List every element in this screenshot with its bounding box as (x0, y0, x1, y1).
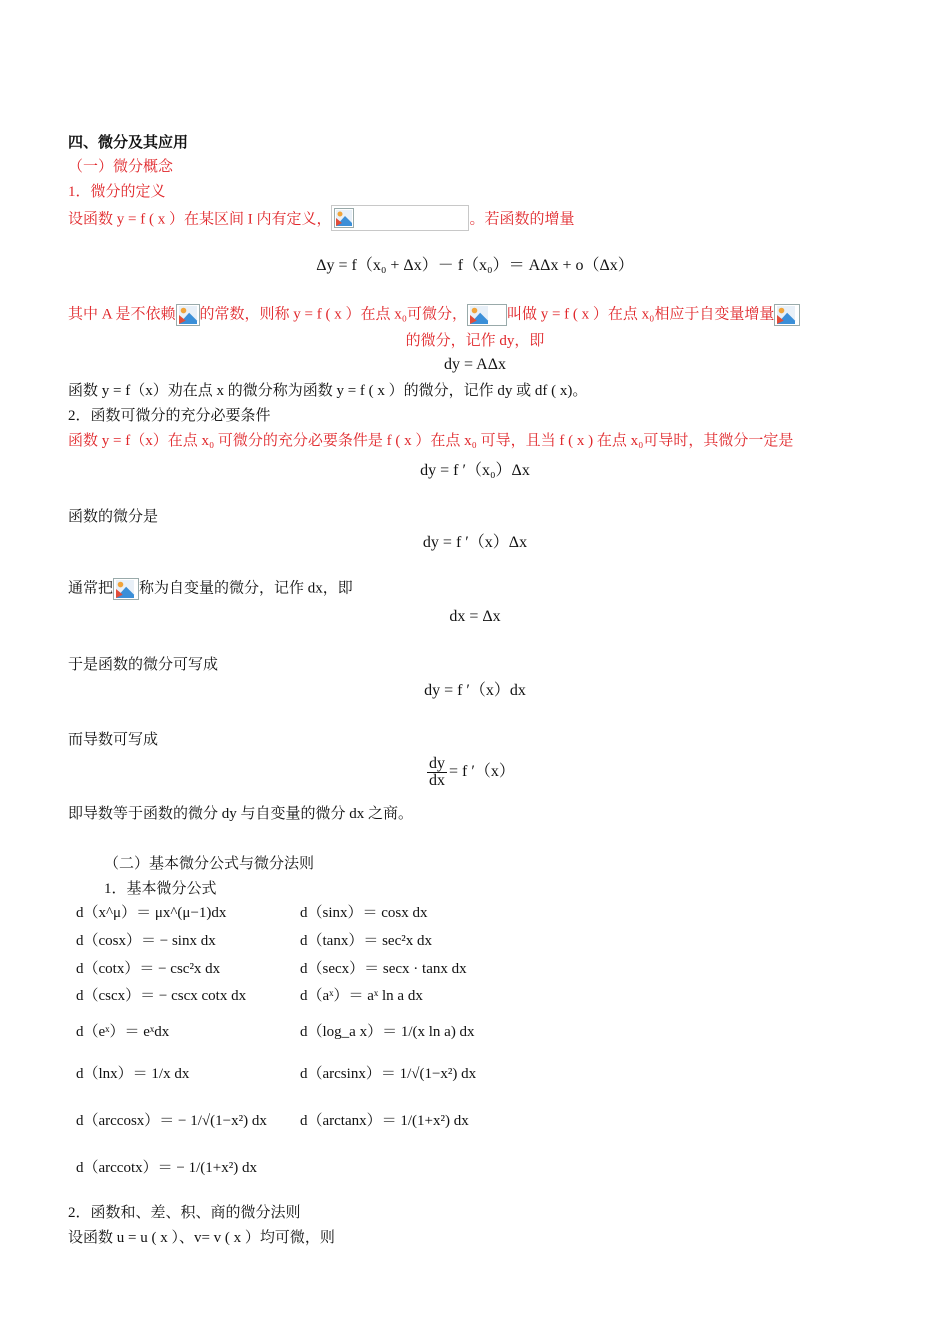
formula-left-5: d（lnx）＝ 1/x dx (76, 1066, 190, 1082)
formula-left-3: d（cscx）＝ − cscx cotx dx (76, 988, 247, 1004)
item-title-condition: 2．函数可微分的充分必要条件 (68, 408, 271, 424)
item-title-definition: 1．微分的定义 (68, 184, 166, 200)
formula-right-1: d（tanx）＝ sec²x dx (300, 933, 432, 949)
fraction-rhs: = f ′（x） (449, 763, 515, 781)
formula-right-6: d（arctanx）＝ 1/(1+x²) dx (300, 1113, 469, 1129)
equation-increment: Δy = f（x₀ + Δx）－ f（x₀）＝ AΔx + o（Δx） (316, 257, 634, 274)
quotient-text: 即导数等于函数的微分 dy 与自变量的微分 dx 之商。 (68, 806, 414, 822)
formula-right-4: d（log_a x）＝ 1/(x ln a) dx (300, 1024, 475, 1040)
definition-text-a: 设函数 y = f ( x ）在某区间 I 内有定义， (68, 211, 332, 228)
definition2-text-c: 叫做 y = f ( x ）在点 x₀相应于自变量增量 (506, 306, 775, 323)
item-title-rules: 2．函数和、差、积、商的微分法则 (68, 1205, 301, 1221)
definition-line (68, 209, 574, 231)
subsection-title-2: （二）基本微分公式与微分法则 (104, 856, 315, 872)
usually-text-b: 称为自变量的微分，记作 dx，即 (139, 580, 353, 597)
equation-dy-fprime-dx: dy = f ′（x）dx (424, 682, 526, 699)
rules-intro-text: 设函数 u = u ( x ）、v= v ( x ）均可微，则 (68, 1230, 335, 1246)
equation-dy-fprime-x0: dy = f ′（x₀）Δx (420, 462, 530, 479)
definition2-text-b: 的常数，则称 y = f ( x ）在点 x₀可微分， (199, 306, 467, 323)
broken-image-icon (334, 208, 354, 228)
broken-image-icon (176, 304, 200, 326)
formula-left-6: d（arccosx）＝ − 1/√(1−x²) dx (76, 1113, 267, 1129)
broken-image-icon (113, 578, 139, 600)
formula-right-3: d（aˣ）＝ aˣ ln a dx (300, 988, 423, 1004)
formula-right-0: d（sinx）＝ cosx dx (300, 905, 428, 921)
equation-dy-fprime-x: dy = f ′（x）Δx (422, 534, 528, 551)
fraction-denominator: dx (429, 772, 445, 789)
so-diff-text: 于是函数的微分可写成 (68, 657, 219, 673)
formula-right-5: d（arcsinx）＝ 1/√(1−x²) dx (300, 1066, 477, 1082)
formula-left-0: d（x^μ）＝ μx^(μ−1)dx (76, 905, 227, 921)
fraction (427, 756, 447, 789)
formula-left-1: d（cosx）＝ − sinx dx (76, 933, 216, 949)
equation-derivative-quotient (425, 756, 515, 789)
definition-text-b: 。若函数的增量 (469, 211, 575, 228)
formula-left-2: d（cotx）＝ − csc²x dx (76, 961, 221, 977)
any-point-text: 函数 y = f（x）劝在点 x 的微分称为函数 y = f ( x ）的微分，记作 dy 或 df ( x)。 (68, 383, 588, 399)
equation-dy-adx: dy = AΔx (444, 356, 506, 373)
broken-image (331, 205, 469, 231)
formula-left-7: d（arccotx）＝ − 1/(1+x²) dx (76, 1160, 257, 1176)
definition-line-2 (68, 304, 800, 326)
definition2-text-a: 其中 A 是不依赖 (68, 306, 176, 323)
subsection-title-1: （一）微分概念 (68, 159, 174, 175)
deriv-written-text: 而导数可写成 (68, 732, 159, 748)
usually-line (68, 578, 353, 600)
usually-text-a: 通常把 (68, 580, 114, 597)
item-title-basic-formulas: 1．基本微分公式 (104, 881, 217, 897)
broken-image-icon (774, 304, 800, 326)
section-title: 四、微分及其应用 (68, 135, 189, 151)
condition-text: 函数 y = f（x）在点 x₀ 可微分的充分必要条件是 f ( x ）在点 x₀ 可导，且当 f ( x ) 在点 x₀可导时，其微分一定是 (68, 433, 794, 449)
formula-left-4: d（eˣ）＝ eˣdx (76, 1024, 170, 1040)
definition2-text-d: 的微分，记作 dy，即 (405, 333, 545, 349)
fraction-numerator: dy (429, 755, 445, 772)
formula-right-2: d（secx）＝ secx · tanx dx (300, 961, 467, 977)
diff-of-func-text: 函数的微分是 (68, 509, 159, 525)
broken-image-icon (467, 304, 507, 326)
equation-dx: dx = Δx (449, 608, 501, 625)
